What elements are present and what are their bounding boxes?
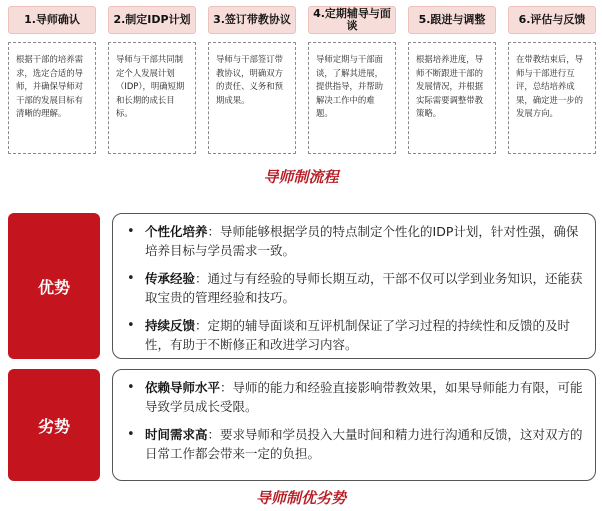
step-label: 4.定期辅导与面谈: [308, 6, 396, 34]
advantages-label: 优势: [8, 213, 100, 359]
step-description: 导师定期与干部面谈，了解其进展，提供指导，并帮助解决工作中的难题。: [308, 42, 396, 154]
separator: ：: [207, 427, 221, 442]
advantage-item: [127, 269, 585, 307]
step-description: 在带教结束后，导师与干部进行互评，总结培养成果，确定进一步的发展方向。: [508, 42, 596, 154]
disadvantage-key: 时间需求高: [145, 427, 208, 442]
disadvantage-item: [127, 425, 585, 463]
separator: ：: [207, 224, 221, 239]
disadvantages-label: 劣势: [8, 369, 100, 481]
advantage-item: [127, 222, 585, 260]
disadvantages-card: [112, 369, 596, 481]
separator: ：: [195, 318, 208, 333]
step-label: 6.评估与反馈: [508, 6, 596, 34]
advantages-card: [112, 213, 596, 359]
separator: ：: [195, 271, 208, 286]
bullet-icon: •: [127, 427, 135, 442]
step-label: 5.跟进与调整: [408, 6, 496, 34]
step-description: 导师与干部共同制定个人发展计划（IDP），明确短期和长期的成长目标。: [108, 42, 196, 154]
step-description: 导师与干部签订带教协议，明确双方的责任、义务和预期成果。: [208, 42, 296, 154]
disadvantage-text: 要求导师和学员投入大量时间和精力进行沟通和反馈，这对双方的日常工作都会带来一定的负担。: [145, 427, 583, 461]
step-3: [208, 6, 296, 154]
step-5: [408, 6, 496, 154]
bullet-icon: •: [127, 224, 135, 239]
step-label: 1.导师确认: [8, 6, 96, 34]
advantage-text: 导师能够根据学员的特点制定个性化的IDP计划，针对性强，确保培养目标与学员需求一致。: [145, 224, 579, 258]
step-label: 2.制定IDP计划: [108, 6, 196, 34]
disadvantage-text: 导师的能力和经验直接影响带教效果，如果导师能力有限，可能导致学员成长受限。: [145, 380, 583, 414]
advantage-item: [127, 316, 585, 354]
footer-title: 导师制优劣势: [255, 489, 346, 507]
process-title: 导师制流程: [263, 168, 339, 186]
advantage-key: 传承经验: [145, 271, 196, 286]
advantage-key: 持续反馈: [145, 318, 196, 333]
step-description: 根据干部的培养需求，选定合适的导师，并确保导师对干部的发展目标有清晰的理解。: [8, 42, 96, 154]
step-4: [308, 6, 396, 154]
advantage-text: 定期的辅导面谈和互评机制保证了学习过程的持续性和反馈的及时性，有助于不断修正和改进学习内容。: [145, 318, 571, 352]
step-label: 3.签订带教协议: [208, 6, 296, 34]
advantage-text: 通过与有经验的导师长期互动，干部不仅可以学到业务知识，还能获取宝贵的管理经验和技巧。: [145, 271, 583, 305]
step-1: [8, 6, 96, 154]
separator: ：: [220, 380, 233, 395]
advantage-key: 个性化培养: [145, 224, 208, 239]
disadvantage-item: [127, 378, 585, 416]
step-2: [108, 6, 196, 154]
bullet-icon: •: [127, 380, 135, 395]
disadvantage-key: 依赖导师水平: [145, 380, 221, 395]
step-6: [508, 6, 596, 154]
bullet-icon: •: [127, 271, 135, 286]
step-description: 根据培养进度，导师不断跟进干部的发展情况，并根据实际需要调整带教策略。: [408, 42, 496, 154]
bullet-icon: •: [127, 318, 135, 333]
